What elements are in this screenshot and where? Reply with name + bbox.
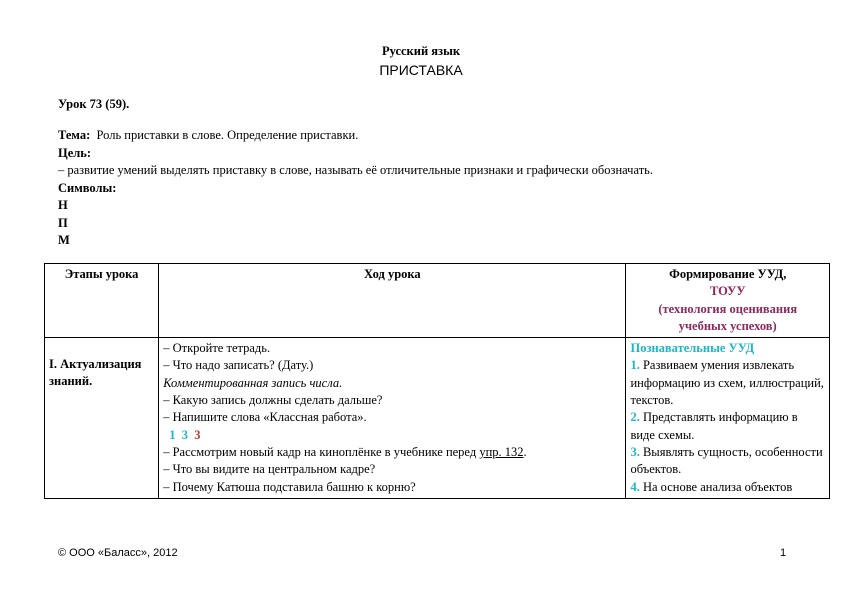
topic-label: Тема: (58, 128, 91, 142)
uud-title: Познавательные УУД (630, 341, 755, 356)
uud-item-number: 4. (630, 479, 640, 494)
uud-item-text: Представлять информацию в виде схемы. (630, 410, 798, 442)
uud-item-number: 3. (630, 444, 640, 459)
goal-text: – развитие умений выделять приставку в слове, называть её отличительные признаки и графически обозначать. (58, 163, 653, 177)
marker-number: 3 (194, 427, 201, 442)
uud-cell (626, 338, 830, 499)
course-line: – Напишите слова «Классная работа». (163, 410, 367, 425)
uud-item (630, 357, 825, 409)
goal-label: Цель: (58, 145, 92, 160)
uud-item-text: Выявлять сущность, особенности объектов. (630, 444, 823, 477)
course-line: – Какую запись должны сделать дальше? (163, 393, 383, 408)
lesson-info (58, 127, 653, 250)
uud-item-number: 2. (630, 410, 640, 425)
header-uud-tech: (технология оценивания (658, 301, 798, 316)
topic-line (58, 127, 653, 145)
uud-item-text: На основе анализа объектов (642, 479, 793, 494)
lesson-number: Урок 73 (59). (58, 97, 130, 111)
exercise-link[interactable]: упр. 132 (479, 444, 524, 459)
course-line: – Почему Катюша подставила башню к корню? (163, 479, 416, 494)
page-title: ПРИСТАВКА (379, 62, 463, 78)
marker-number: 1 (169, 427, 176, 442)
uud-item (630, 409, 825, 444)
header-course: Ход урока (159, 264, 626, 338)
number-markers (163, 427, 621, 444)
course-line-italic: Комментированная запись числа. (163, 375, 343, 390)
symbol-item: П (58, 215, 68, 230)
course-line: – Откройте тетрадь. (163, 341, 271, 356)
table-row (45, 338, 830, 499)
symbol-item: Н (58, 198, 68, 212)
subject-heading: Русский язык (381, 44, 461, 58)
course-line (163, 444, 621, 461)
lesson-table (44, 263, 830, 499)
symbols-label: Символы: (58, 180, 117, 195)
uud-item (630, 444, 825, 479)
marker-number: 3 (181, 427, 188, 442)
stage-cell: I. Актуализация знаний. (45, 338, 159, 499)
course-line: – Что вы видите на центральном кадре? (163, 462, 376, 477)
course-line-text: – Рассмотрим новый кадр на киноплёнке в учебнике перед (163, 444, 480, 459)
header-uud (626, 264, 830, 338)
uud-item (630, 479, 825, 496)
course-cell (159, 338, 626, 499)
header-uud-tech-2: учебных успехов) (678, 318, 777, 333)
uud-item-text: Развиваем умения извлекать информацию из схем, иллюстраций, текстов. (630, 358, 824, 408)
footer-copyright: © ООО «Баласс», 2012 (58, 547, 178, 559)
uud-item-number: 1. (630, 358, 640, 373)
header-uud-toy: ТОУУ (709, 284, 746, 299)
page-number: 1 (780, 547, 787, 559)
header-stages: Этапы урока (45, 264, 159, 338)
topic-text: Роль приставки в слове. Определение приставки. (96, 128, 359, 142)
course-line: – Что надо записать? (Дату.) (163, 358, 314, 373)
header-uud-line1: Формирование УУД, (669, 267, 787, 281)
symbol-item: М (58, 233, 70, 247)
table-header-row (45, 264, 830, 338)
course-line-period: . (523, 444, 527, 459)
